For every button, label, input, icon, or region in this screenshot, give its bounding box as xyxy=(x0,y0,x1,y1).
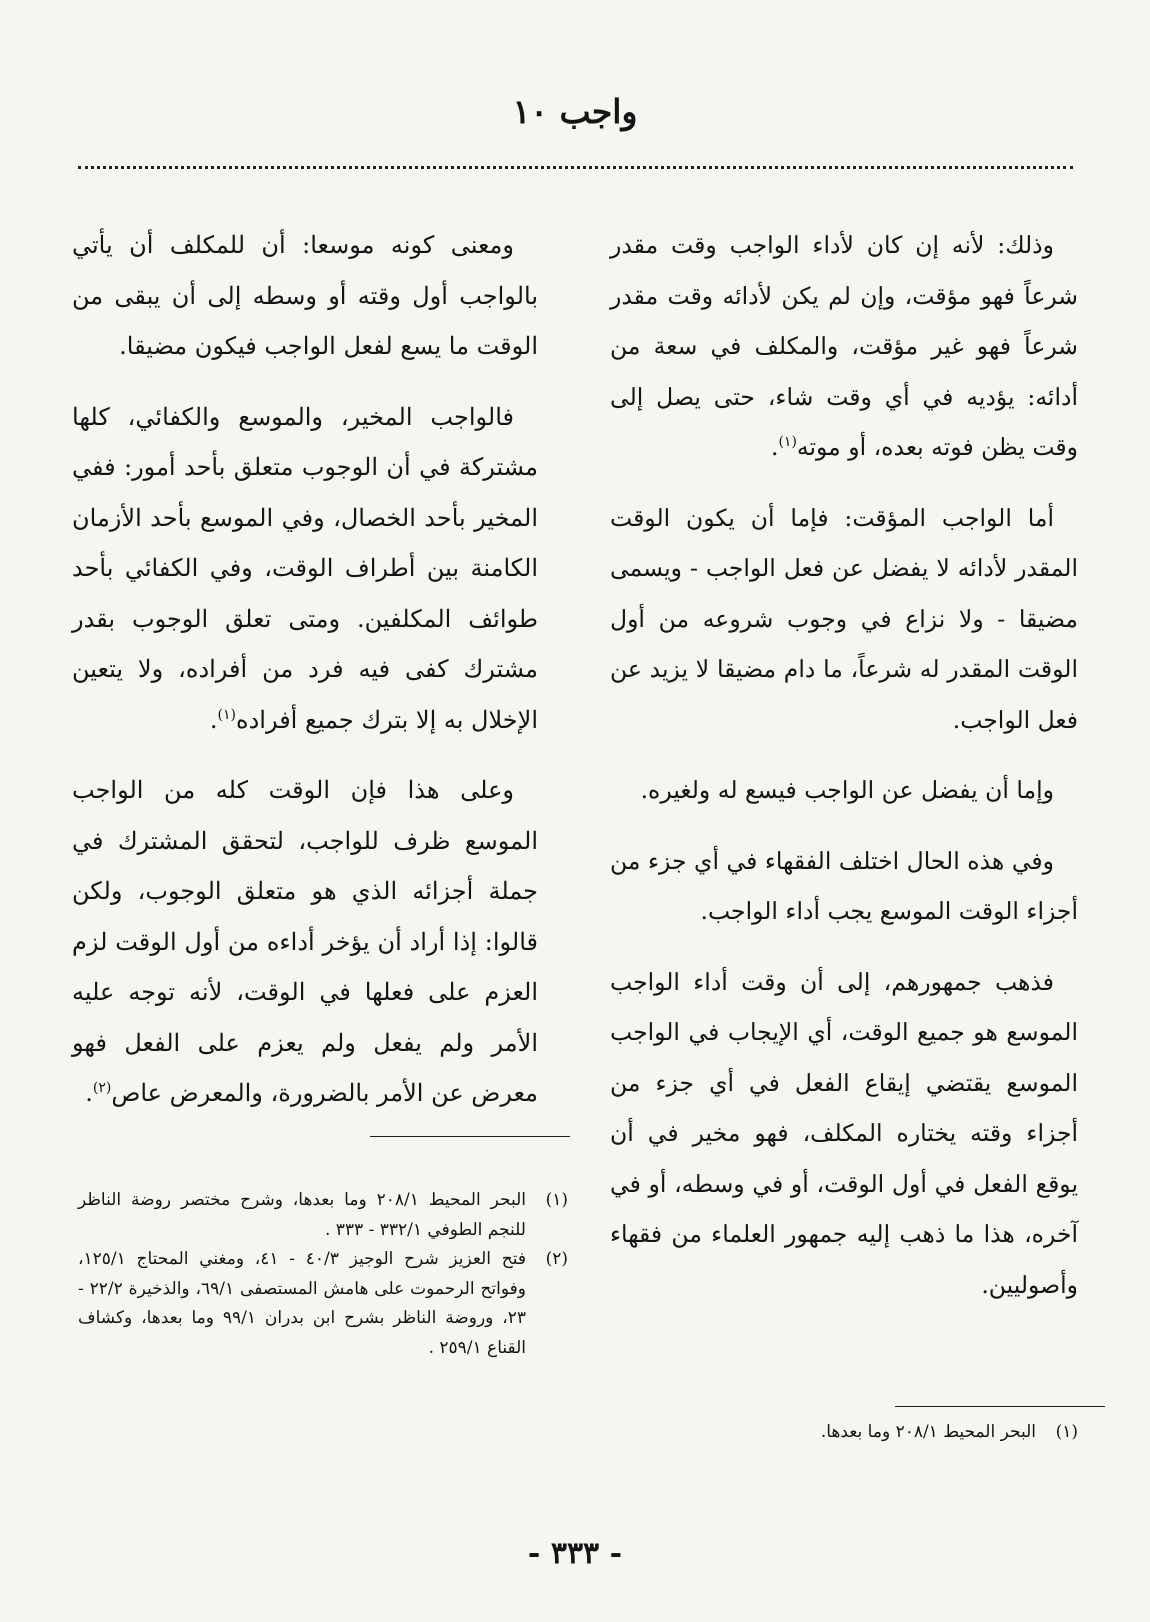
footnotes-left xyxy=(78,1186,568,1363)
paragraph: وفي هذه الحال اختلف الفقهاء في أي جزء من أجزاء الوقت الموسع يجب أداء الواجب. xyxy=(610,846,1078,925)
footnote-text: فتح العزيز شرح الوجيز ٤٠/٣ - ٤١، ومغني المحتاج ١٢٥/١، وفواتح الرحموت على هامش المستصفى ٦٩/١، والذخيرة ٢٢/٢ - ٢٣، وروضة الناظر بشرح ابن بدران ٩٩/١ وما بعدها، وكشاف القناع ٢٥٩/١ . xyxy=(78,1249,527,1358)
footnotes-right xyxy=(610,1418,1078,1448)
footnote-text: البحر المحيط ٢٠٨/١ وما بعدها. xyxy=(820,1422,1036,1442)
paragraph xyxy=(72,765,538,1119)
footnote-separator-left xyxy=(370,1136,570,1137)
footnote-number: (١) xyxy=(545,1190,568,1210)
paragraph-tail: . xyxy=(770,433,779,461)
footnote-reference: (١) xyxy=(217,706,237,723)
footnote xyxy=(610,1418,1078,1448)
paragraph: أما الواجب المؤقت: فإما أن يكون الوقت المقدر لأدائه لا يفضل عن فعل الواجب - ويسمى مضيقا - ولا نزاع في وجوب شروعه من أول الوقت المقدر له شرعاً، ما دام مضيقا لا يزيد عن فعل الواجب. xyxy=(610,503,1078,734)
footnote-number: (١) xyxy=(1055,1422,1078,1442)
footnote-number: (٢) xyxy=(545,1249,568,1269)
paragraph-text: وذلك: لأنه إن كان لأداء الواجب وقت مقدر شرعاً فهو مؤقت، وإن لم يكن لأدائه وقت مقدر شرعاً فهو غير مؤقت، والمكلف في سعة من أدائه: يؤديه في أي وقت شاء، حتى يصل إلى وقت يظن فوته بعده، أو موته xyxy=(610,231,1078,461)
footnote-text: البحر المحيط ٢٠٨/١ وما بعدها، وشرح مختصر روضة الناظر للنجم الطوفي ٣٣٢/١ - ٣٣٣ . xyxy=(78,1190,526,1240)
left-column xyxy=(72,220,538,1139)
paragraph-tail: . xyxy=(85,1079,93,1107)
footnote-reference: (٢) xyxy=(92,1080,112,1096)
paragraph-text: وعلى هذا فإن الوقت كله من الواجب الموسع ظرف للواجب، لتحقق المشترك في جملة أجزائه الذي هو متعلق الوجوب، ولكن قالوا: إذا أراد أن يؤخر أداءه من أول الوقت لزم العزم على فعلها في الوقت، لأنه توجه عليه الأمر ولم يفعل ولم يعزم على الفعل فهو معرض عن الأمر بالضرورة، والمعرض عاص xyxy=(72,776,539,1107)
footnote-reference: (١) xyxy=(778,434,797,451)
header-dotted-rule xyxy=(78,166,1073,169)
paragraph xyxy=(610,220,1078,473)
paragraph xyxy=(72,392,538,746)
footnote xyxy=(78,1186,568,1245)
footnote xyxy=(78,1245,568,1363)
paragraph: فذهب جمهورهم، إلى أن وقت أداء الواجب الموسع هو جميع الوقت، أي الإيجاب في الواجب الموسع يقتضي إيقاع الفعل في أي جزء من أجزاء وقته يختاره المكلف، فهو مخير في أن يوقع الفعل في أول الوقت، أو في وسطه، أو في آخره، هذا ما ذهب إليه جمهور العلماء من فقهاء وأصوليين. xyxy=(610,967,1078,1299)
footnote-separator-right xyxy=(895,1406,1105,1407)
running-header-title: واجب ١٠ xyxy=(512,92,638,131)
page-number: - ٣٣٣ - xyxy=(527,1536,623,1571)
paragraph-text: فالواجب المخير، والموسع والكفائي، كلها مشتركة في أن الوجوب متعلق بأحد أمور: ففي المخير بأحد الخصال، وفي الموسع بأحد الأزمان الكامنة بين أطراف الوقت، وفي الكفائي بأحد طوائف المكلفين. ومتى تعلق الوجوب بقدر مشترك كفى فيه فرد من أفراده، ولا يتعين الإخلال به إلا بترك جميع أفراده xyxy=(72,402,538,734)
right-column xyxy=(610,220,1078,1330)
paragraph: ومعنى كونه موسعا: أن للمكلف أن يأتي بالواجب أول وقته أو وسطه إلى أن يبقى من الوقت ما يسع لفعل الواجب فيكون مضيقا. xyxy=(72,231,538,360)
paragraph: وإما أن يفضل عن الواجب فيسع له ولغيره. xyxy=(640,776,1054,804)
paragraph-tail: . xyxy=(209,705,218,734)
